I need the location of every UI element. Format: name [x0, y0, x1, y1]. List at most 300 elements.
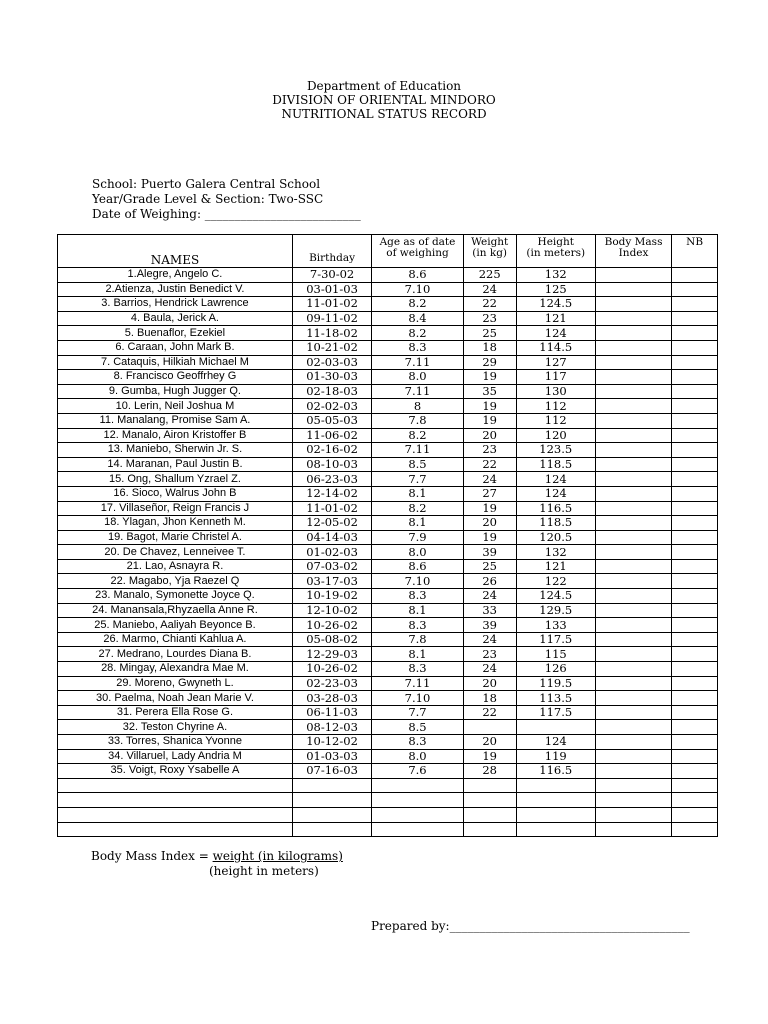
table-row — [58, 282, 718, 297]
cell-height: 117.5 — [516, 632, 595, 647]
cell-birthday: 02-16-02 — [292, 443, 371, 458]
cell-nb — [672, 355, 718, 370]
cell-nb — [672, 735, 718, 750]
cell-nb — [672, 530, 718, 545]
cell-nb — [672, 603, 718, 618]
cell-birthday: 01-03-03 — [292, 749, 371, 764]
cell-name: 17. Villaseñor, Reign Francis J — [58, 501, 293, 516]
cell-age: 8.1 — [372, 603, 464, 618]
bmi-header-line1: Body Mass — [604, 236, 663, 248]
record-info — [92, 177, 361, 222]
cell-name: 25. Maniebo, Aaliyah Beyonce B. — [58, 618, 293, 633]
cell-name: 22. Magabo, Yja Raezel Q — [58, 574, 293, 589]
cell-height: 119 — [516, 749, 595, 764]
school-line: School: Puerto Galera Central School — [92, 177, 321, 191]
cell-birthday — [292, 822, 371, 837]
cell-bmi — [595, 355, 671, 370]
cell-birthday: 11-18-02 — [292, 326, 371, 341]
cell-birthday: 07-03-02 — [292, 559, 371, 574]
cell-name: 27. Medrano, Lourdes Diana B. — [58, 647, 293, 662]
cell-birthday: 12-10-02 — [292, 603, 371, 618]
cell-bmi — [595, 778, 671, 793]
cell-nb — [672, 399, 718, 414]
cell-age: 7.10 — [372, 574, 464, 589]
cell-name: 20. De Chavez, Lenneivee T. — [58, 545, 293, 560]
cell-name: 26. Marmo, Chianti Kahlua A. — [58, 632, 293, 647]
cell-birthday: 11-06-02 — [292, 428, 371, 443]
cell-weight: 35 — [463, 384, 516, 399]
table-row — [58, 501, 718, 516]
cell-bmi — [595, 647, 671, 662]
prepared-by-line: Prepared by:________________________________________ — [371, 919, 690, 933]
cell-bmi — [595, 632, 671, 647]
cell-height: 129.5 — [516, 603, 595, 618]
height-header-line1: Height — [537, 236, 574, 248]
cell-bmi — [595, 340, 671, 355]
cell-weight: 26 — [463, 574, 516, 589]
table-row — [58, 705, 718, 720]
cell-bmi — [595, 399, 671, 414]
cell-weight: 19 — [463, 399, 516, 414]
cell-nb — [672, 472, 718, 487]
table-row — [58, 735, 718, 750]
cell-age: 8.5 — [372, 720, 464, 735]
cell-nb — [672, 676, 718, 691]
cell-weight: 25 — [463, 326, 516, 341]
cell-birthday: 10-26-02 — [292, 618, 371, 633]
cell-name: 24. Manansala,Rhyzaella Anne R. — [58, 603, 293, 618]
weight-header — [463, 235, 516, 268]
document-header — [0, 79, 768, 121]
cell-nb — [672, 268, 718, 283]
cell-bmi — [595, 530, 671, 545]
cell-name: 34. Villaruel, Lady Andria M — [58, 749, 293, 764]
table-row — [58, 618, 718, 633]
table-row — [58, 457, 718, 472]
cell-nb — [672, 749, 718, 764]
table-row — [58, 530, 718, 545]
cell-height: 114.5 — [516, 340, 595, 355]
cell-age: 8.0 — [372, 749, 464, 764]
table-row — [58, 443, 718, 458]
cell-birthday — [292, 778, 371, 793]
cell-weight: 29 — [463, 355, 516, 370]
cell-nb — [672, 618, 718, 633]
cell-name: 4. Baula, Jerick A. — [58, 311, 293, 326]
cell-nb — [672, 691, 718, 706]
table-row — [58, 340, 718, 355]
cell-bmi — [595, 516, 671, 531]
cell-height: 113.5 — [516, 691, 595, 706]
cell-bmi — [595, 326, 671, 341]
cell-weight: 20 — [463, 735, 516, 750]
cell-nb — [672, 807, 718, 822]
cell-weight: 18 — [463, 691, 516, 706]
cell-height: 118.5 — [516, 457, 595, 472]
cell-weight: 22 — [463, 457, 516, 472]
cell-height: 120 — [516, 428, 595, 443]
cell-bmi — [595, 574, 671, 589]
table-row — [58, 807, 718, 822]
cell-name: 6. Caraan, John Mark B. — [58, 340, 293, 355]
table-row — [58, 326, 718, 341]
height-header — [516, 235, 595, 268]
cell-age: 8.2 — [372, 501, 464, 516]
cell-nb — [672, 340, 718, 355]
cell-nb — [672, 559, 718, 574]
cell-bmi — [595, 428, 671, 443]
table-row — [58, 589, 718, 604]
table-row — [58, 516, 718, 531]
height-header-line2: (in meters) — [526, 247, 586, 259]
cell-bmi — [595, 691, 671, 706]
cell-bmi — [595, 545, 671, 560]
cell-height: 125 — [516, 282, 595, 297]
cell-name: 30. Paelma, Noah Jean Marie V. — [58, 691, 293, 706]
cell-age: 7.7 — [372, 472, 464, 487]
nutritional-status-table — [57, 234, 718, 837]
cell-bmi — [595, 443, 671, 458]
department-title: Department of Education — [306, 79, 462, 93]
cell-weight — [463, 720, 516, 735]
cell-nb — [672, 793, 718, 808]
cell-bmi — [595, 822, 671, 837]
cell-nb — [672, 545, 718, 560]
age-header — [372, 235, 464, 268]
table-row — [58, 603, 718, 618]
cell-birthday: 06-23-03 — [292, 472, 371, 487]
cell-nb — [672, 486, 718, 501]
cell-name: 12. Manalo, Airon Kristoffer B — [58, 428, 293, 443]
cell-name: 7. Cataquis, Hilkiah Michael M — [58, 355, 293, 370]
cell-birthday: 7-30-02 — [292, 268, 371, 283]
weight-header-line1: Weight — [471, 236, 509, 248]
division-title: DIVISION OF ORIENTAL MINDORO — [272, 93, 496, 107]
cell-nb — [672, 457, 718, 472]
cell-bmi — [595, 764, 671, 779]
cell-weight: 24 — [463, 632, 516, 647]
cell-bmi — [595, 501, 671, 516]
cell-bmi — [595, 720, 671, 735]
cell-name: 28. Mingay, Alexandra Mae M. — [58, 662, 293, 677]
cell-height: 132 — [516, 268, 595, 283]
cell-height: 116.5 — [516, 764, 595, 779]
cell-nb — [672, 443, 718, 458]
table-row — [58, 559, 718, 574]
cell-name: 5. Buenaflor, Ezekiel — [58, 326, 293, 341]
cell-nb — [672, 501, 718, 516]
cell-height: 130 — [516, 384, 595, 399]
cell-bmi — [595, 749, 671, 764]
cell-age: 7.11 — [372, 676, 464, 691]
table-row — [58, 691, 718, 706]
table-row — [58, 486, 718, 501]
cell-height: 132 — [516, 545, 595, 560]
cell-bmi — [595, 662, 671, 677]
cell-age: 7.9 — [372, 530, 464, 545]
cell-height: 124 — [516, 326, 595, 341]
cell-name: 10. Lerin, Neil Joshua M — [58, 399, 293, 414]
cell-name — [58, 778, 293, 793]
cell-nb — [672, 297, 718, 312]
cell-height — [516, 720, 595, 735]
cell-name — [58, 807, 293, 822]
cell-age: 8.1 — [372, 516, 464, 531]
cell-bmi — [595, 807, 671, 822]
cell-birthday: 10-12-02 — [292, 735, 371, 750]
cell-age: 8.1 — [372, 647, 464, 662]
cell-age: 8.3 — [372, 340, 464, 355]
cell-weight: 23 — [463, 647, 516, 662]
cell-birthday: 11-01-02 — [292, 297, 371, 312]
cell-bmi — [595, 457, 671, 472]
cell-name: 14. Maranan, Paul Justin B. — [58, 457, 293, 472]
cell-name: 2.Atienza, Justin Benedict V. — [58, 282, 293, 297]
cell-birthday: 05-05-03 — [292, 413, 371, 428]
cell-bmi — [595, 705, 671, 720]
cell-age: 7.8 — [372, 632, 464, 647]
cell-birthday: 07-16-03 — [292, 764, 371, 779]
cell-bmi — [595, 370, 671, 385]
cell-weight — [463, 822, 516, 837]
cell-weight: 20 — [463, 428, 516, 443]
cell-birthday: 03-28-03 — [292, 691, 371, 706]
cell-height: 123.5 — [516, 443, 595, 458]
cell-height: 124.5 — [516, 297, 595, 312]
table-row — [58, 778, 718, 793]
cell-birthday: 11-01-02 — [292, 501, 371, 516]
cell-weight: 39 — [463, 545, 516, 560]
cell-nb — [672, 720, 718, 735]
cell-name: 13. Maniebo, Sherwin Jr. S. — [58, 443, 293, 458]
cell-birthday — [292, 793, 371, 808]
table-row — [58, 632, 718, 647]
cell-weight: 19 — [463, 530, 516, 545]
cell-age: 8.1 — [372, 486, 464, 501]
cell-nb — [672, 282, 718, 297]
cell-birthday: 12-14-02 — [292, 486, 371, 501]
cell-nb — [672, 822, 718, 837]
table-row — [58, 822, 718, 837]
cell-bmi — [595, 793, 671, 808]
cell-height: 120.5 — [516, 530, 595, 545]
table-row — [58, 720, 718, 735]
cell-age: 8 — [372, 399, 464, 414]
table-body — [58, 268, 718, 837]
cell-bmi — [595, 589, 671, 604]
cell-age: 7.10 — [372, 282, 464, 297]
cell-age: 8.3 — [372, 618, 464, 633]
cell-birthday: 02-18-03 — [292, 384, 371, 399]
cell-name: 9. Gumba, Hugh Jugger Q. — [58, 384, 293, 399]
cell-birthday: 01-30-03 — [292, 370, 371, 385]
cell-name: 19. Bagot, Marie Christel A. — [58, 530, 293, 545]
cell-birthday: 05-08-02 — [292, 632, 371, 647]
cell-birthday: 10-19-02 — [292, 589, 371, 604]
cell-height: 112 — [516, 413, 595, 428]
cell-weight — [463, 778, 516, 793]
cell-nb — [672, 589, 718, 604]
cell-name: 29. Moreno, Gwyneth L. — [58, 676, 293, 691]
cell-bmi — [595, 618, 671, 633]
nb-header: NB — [672, 235, 718, 268]
cell-height: 124.5 — [516, 589, 595, 604]
cell-age: 8.2 — [372, 428, 464, 443]
cell-weight — [463, 793, 516, 808]
cell-age: 7.11 — [372, 443, 464, 458]
cell-age: 7.7 — [372, 705, 464, 720]
cell-height: 115 — [516, 647, 595, 662]
cell-name: 3. Barrios, Hendrick Lawrence — [58, 297, 293, 312]
cell-bmi — [595, 413, 671, 428]
cell-bmi — [595, 472, 671, 487]
cell-bmi — [595, 311, 671, 326]
table-row — [58, 428, 718, 443]
cell-weight: 24 — [463, 662, 516, 677]
formula-label: Body Mass Index = — [91, 849, 213, 863]
cell-nb — [672, 632, 718, 647]
formula-denominator: (height in meters) — [209, 864, 319, 878]
cell-nb — [672, 384, 718, 399]
cell-weight: 19 — [463, 501, 516, 516]
cell-height — [516, 778, 595, 793]
cell-name: 8. Francisco Geoffrhey G — [58, 370, 293, 385]
cell-nb — [672, 574, 718, 589]
cell-name — [58, 822, 293, 837]
names-header: NAMES — [58, 235, 293, 268]
cell-height: 127 — [516, 355, 595, 370]
cell-birthday: 09-11-02 — [292, 311, 371, 326]
cell-height — [516, 822, 595, 837]
cell-age: 7.11 — [372, 355, 464, 370]
cell-age — [372, 793, 464, 808]
cell-bmi — [595, 676, 671, 691]
cell-nb — [672, 705, 718, 720]
cell-birthday — [292, 807, 371, 822]
cell-age: 7.8 — [372, 413, 464, 428]
cell-name: 33. Torres, Shanica Yvonne — [58, 735, 293, 750]
cell-nb — [672, 516, 718, 531]
cell-height — [516, 793, 595, 808]
cell-age — [372, 807, 464, 822]
cell-nb — [672, 413, 718, 428]
cell-name: 32. Teston Chyrine A. — [58, 720, 293, 735]
cell-weight: 39 — [463, 618, 516, 633]
table-row — [58, 297, 718, 312]
cell-nb — [672, 428, 718, 443]
cell-weight: 18 — [463, 340, 516, 355]
cell-height: 119.5 — [516, 676, 595, 691]
cell-height: 124 — [516, 735, 595, 750]
cell-age: 8.2 — [372, 326, 464, 341]
cell-age: 8.0 — [372, 370, 464, 385]
cell-age — [372, 822, 464, 837]
table-row — [58, 574, 718, 589]
cell-height: 117.5 — [516, 705, 595, 720]
cell-weight: 33 — [463, 603, 516, 618]
cell-name: 31. Perera Ella Rose G. — [58, 705, 293, 720]
cell-weight: 22 — [463, 705, 516, 720]
table-row — [58, 749, 718, 764]
weight-header-line2: (in kg) — [472, 247, 508, 259]
cell-nb — [672, 326, 718, 341]
cell-birthday: 06-11-03 — [292, 705, 371, 720]
cell-height: 121 — [516, 559, 595, 574]
table-row — [58, 355, 718, 370]
bmi-header — [595, 235, 671, 268]
cell-age: 8.3 — [372, 735, 464, 750]
cell-name: 11. Manalang, Promise Sam A. — [58, 413, 293, 428]
cell-birthday: 12-29-03 — [292, 647, 371, 662]
cell-weight: 22 — [463, 297, 516, 312]
cell-weight: 28 — [463, 764, 516, 779]
cell-birthday: 10-21-02 — [292, 340, 371, 355]
cell-birthday: 04-14-03 — [292, 530, 371, 545]
cell-name: 18. Ylagan, Jhon Kenneth M. — [58, 516, 293, 531]
cell-weight: 24 — [463, 589, 516, 604]
cell-birthday: 02-02-03 — [292, 399, 371, 414]
cell-name: 35. Voigt, Roxy Ysabelle A — [58, 764, 293, 779]
cell-height: 117 — [516, 370, 595, 385]
cell-name: 16. Sioco, Walrus John B — [58, 486, 293, 501]
cell-height: 124 — [516, 472, 595, 487]
cell-bmi — [595, 559, 671, 574]
cell-weight: 20 — [463, 676, 516, 691]
cell-age: 8.0 — [372, 545, 464, 560]
cell-birthday: 01-02-03 — [292, 545, 371, 560]
cell-age: 8.3 — [372, 589, 464, 604]
cell-birthday: 08-12-03 — [292, 720, 371, 735]
table-row — [58, 793, 718, 808]
age-header-line1: Age as of date — [379, 236, 456, 248]
cell-weight: 23 — [463, 443, 516, 458]
cell-bmi — [595, 486, 671, 501]
cell-age: 8.2 — [372, 297, 464, 312]
cell-height: 126 — [516, 662, 595, 677]
birthday-header: Birthday — [292, 235, 371, 268]
cell-bmi — [595, 735, 671, 750]
cell-weight: 25 — [463, 559, 516, 574]
cell-nb — [672, 311, 718, 326]
cell-height: 133 — [516, 618, 595, 633]
cell-nb — [672, 647, 718, 662]
age-header-line2: of weighing — [386, 247, 449, 259]
cell-age: 7.11 — [372, 384, 464, 399]
table-row — [58, 311, 718, 326]
cell-weight: 24 — [463, 282, 516, 297]
cell-height: 121 — [516, 311, 595, 326]
table-row — [58, 384, 718, 399]
cell-bmi — [595, 603, 671, 618]
cell-bmi — [595, 297, 671, 312]
cell-birthday: 08-10-03 — [292, 457, 371, 472]
cell-weight: 225 — [463, 268, 516, 283]
cell-height — [516, 807, 595, 822]
cell-name: 21. Lao, Asnayra R. — [58, 559, 293, 574]
table-row — [58, 545, 718, 560]
cell-bmi — [595, 282, 671, 297]
date-of-weighing-line: Date of Weighing: __________________________ — [92, 207, 361, 221]
cell-age: 8.4 — [372, 311, 464, 326]
bmi-formula — [91, 849, 343, 878]
cell-weight: 27 — [463, 486, 516, 501]
cell-weight: 20 — [463, 516, 516, 531]
cell-name: 15. Ong, Shallum Yzrael Z. — [58, 472, 293, 487]
cell-height: 122 — [516, 574, 595, 589]
record-title: NUTRITIONAL STATUS RECORD — [281, 107, 487, 121]
cell-name — [58, 793, 293, 808]
cell-age: 8.6 — [372, 268, 464, 283]
